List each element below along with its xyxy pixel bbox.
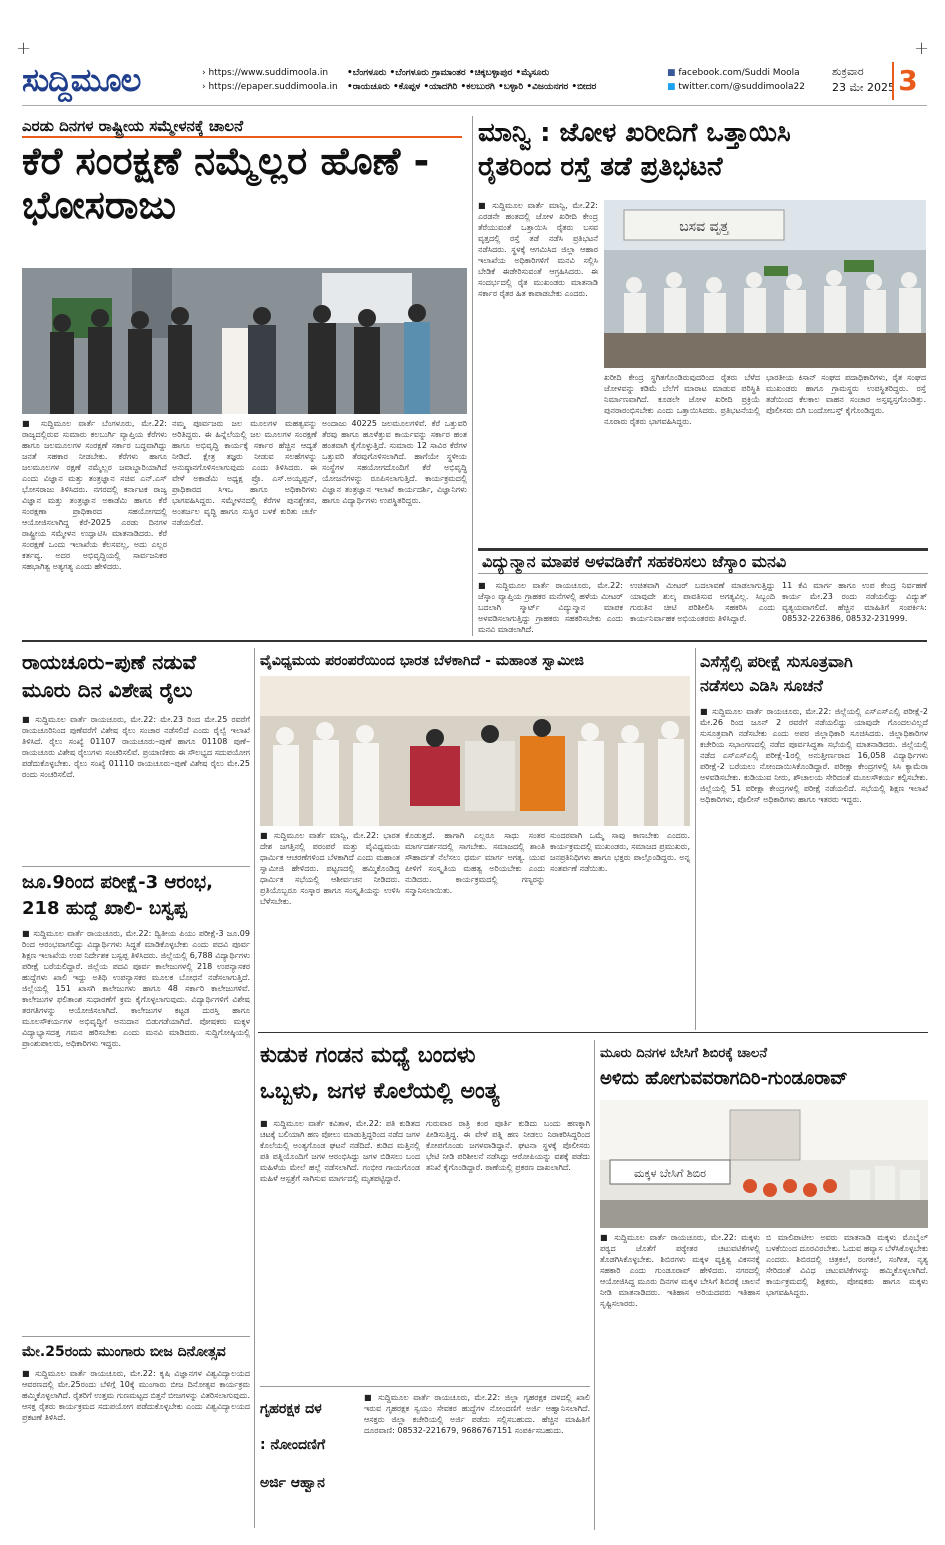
article-headline: ಜೂ.9ರಿಂದ ಪರೀಕ್ಷೆ-3 ಆರಂಭ, — [22, 872, 213, 893]
article-column: ಖರೀದಿ ಕೇಂದ್ರ ಸ್ಥಗಿತಗೊಂಡಿರುವುದರಿಂದ ರೈತರು ಬೆಳೆದ ಜೋಳವನ್ನು ಕಡಿಮೆ ಬೆಲೆಗೆ ಮಾರಾಟ ಮಾಡುವ ಪರಿಸ್ಥಿತಿ ನಿರ್ಮಾಣವಾಗಿದೆ. ಕೂಡಲೇ ಜೋಳ ಖರೀದಿ ಪ್ರಕ್ರಿಯೆ ಪುನರಾರಂಭಿಸಬೇಕು ಎಂದು ಒತ್ತಾಯಿಸಿದರು. ಪ್ರತಿಭಟನೆಯಲ್ಲಿ ನೂರಾರು ರೈತರು ಭಾಗವಹಿಸಿದ್ದರು. — [604, 373, 760, 426]
article-column: ಸುಂದರವಾಗಿ ಒಮ್ಮೆ ಸಾವು ಕಾಣಬೇಕು ಎಂದರು. ಕಾರ್ಯಕ್ರಮದಲ್ಲಿ ಮುಖಂಡರು, ಸಮಾಜದ ಪ್ರಮುಖರು, ಜನಪ್ರತಿನಿಧಿಗಳು ಹಾಗೂ ಭಕ್ತರು ಪಾಲ್ಗೊಂಡಿದ್ದರು. ಅನ್ನ ಸಂತರ್ಪಣೆ ನಡೆಯಿತು. — [550, 831, 690, 873]
article-body: ■ ಸುದ್ದಿಮೂಲ ವಾರ್ತೆ ರಾಯಚೂರು, ಮೇ.22: ಕೃಷಿ ವಿಜ್ಞಾನಗಳ ವಿಶ್ವವಿದ್ಯಾಲಯದ ಆವರಣದಲ್ಲಿ ಮೇ.25ರಂದು ಬೆಳಿಗ್ಗೆ 10ಕ್ಕೆ ಮುಂಗಾರು ಬೀಜ ದಿನೋತ್ಸವ ಕಾರ್ಯಕ್ರಮ ಹಮ್ಮಿಕೊಳ್ಳಲಾಗಿದೆ. ರೈತರಿಗೆ ಉತ್ತಮ ಗುಣಮಟ್ಟದ ಬಿತ್ತನೆ ಬೀಜಗಳನ್ನು ವಿತರಿಸಲಾಗುವುದು. ಆಸಕ್ತ ರೈತರು ಕಾರ್ಯಕ್ರಮದ ಸದುಪಯೋಗ ಪಡೆದುಕೊಳ್ಳಬೇಕು ಎಂದು ವಿಶ್ವವಿದ್ಯಾಲಯದ ಪ್ರಕಟಣೆ ತಿಳಿಸಿದೆ. — [22, 1369, 250, 1422]
article-headline: ಒಬ್ಬಳು, ಜಗಳ ಕೊಲೆಯಲ್ಲಿ ಅಂತ್ಯ — [260, 1079, 500, 1104]
column-divider — [254, 648, 255, 1528]
facebook-link[interactable]: facebook.com/Suddi Moola — [678, 68, 800, 78]
article-headline: 218 ಹುದ್ದೆ ಖಾಲಿ- ಬಸ್ವಪ್ಪ — [22, 898, 187, 919]
issue-date — [832, 64, 895, 96]
article-column: ಉಚಿತವಾಗಿ ಮೀಟರ್ ಬದಲಾವಣೆ ಮಾಡಲಾಗುತ್ತಿದ್ದು ಯಾವುದೇ ಶುಲ್ಕ ಪಾವತಿಸುವ ಅಗತ್ಯವಿಲ್ಲ. ಸಿಬ್ಬಂದಿ ಗುರುತಿನ ಚೀಟಿ ಪರಿಶೀಲಿಸಿ ಸಹಕರಿಸಿ ಎಂದು ಕಾರ್ಯನಿರ್ವಾಹಕ ಅಭಿಯಂತರರು ತಿಳಿಸಿದ್ದಾರೆ. — [630, 581, 775, 623]
article-column: ಅಂದಾಜು 40225 ಜಲಮೂಲಗಳಿವೆ. ಕೆರೆ ಒತ್ತುವರಿ ತೆರವು ಹಾಗೂ ಹೂಳೆತ್ತುವ ಕಾರ್ಯವನ್ನು ಸರ್ಕಾರ ಹಂತ ಹಂತವಾಗಿ ಕೈಗೊಳ್ಳುತ್ತಿದೆ. ಸುಮಾರು 12 ಸಾವಿರ ಕೆರೆಗಳ ಒತ್ತುವರಿ ತೆರವುಗೊಳಿಸಲಾಗಿದೆ. ಹಾಗೆಯೇ ಸ್ಥಳೀಯ ಸಂಸ್ಥೆಗಳ ಸಹಯೋಗದೊಂದಿಗೆ ಕೆರೆ ಅಭಿವೃದ್ಧಿ ಯೋಜನೆಗಳನ್ನು ರೂಪಿಸಲಾಗುತ್ತಿದೆ. ಕಾರ್ಯಕ್ರಮದಲ್ಲಿ ವಿಜ್ಞಾನ ತಂತ್ರಜ್ಞಾನ ಇಲಾಖೆ ಕಾರ್ಯದರ್ಶಿ, ವಿಜ್ಞಾನಿಗಳು ಹಾಗೂ ವಿದ್ಯಾರ್ಥಿಗಳು ಉಪಸ್ಥಿತರಿದ್ದರು. — [322, 419, 467, 505]
social-links — [667, 66, 805, 94]
article-headline: ಎಸೆಸ್ಸೆಲ್ಸಿ ಪರೀಕ್ಷೆ ಸುಸೂತ್ರವಾಗಿ — [700, 652, 853, 671]
article-headline: ಕುಡುಕ ಗಂಡನ ಮಧ್ಯೆ ಬಂದಳು — [260, 1043, 476, 1068]
registration-mark: + — [914, 38, 930, 59]
globe-icon: › — [202, 82, 209, 92]
article-divider — [260, 1386, 590, 1387]
website-url[interactable]: https://www.suddimoola.in — [208, 68, 329, 78]
article-headline: ನಡೆಸಲು ಎಡಿಸಿ ಸೂಚನೆ — [700, 676, 823, 695]
globe-icon: › — [202, 68, 209, 78]
article-column: ■ ಸುದ್ದಿಮೂಲ ವಾರ್ತೆ ರಾಯಚೂರು, ಮೇ.22: ಮಕ್ಕಳು ಪಠ್ಯದ ಜೊತೆಗೆ ಪಠ್ಯೇತರ ಚಟುವಟಿಕೆಗಳಲ್ಲಿ ತೊಡಗಿಸಿಕೊಳ್ಳಬೇಕು. ಶಿಬಿರಗಳು ಮಕ್ಕಳ ವ್ಯಕ್ತಿತ್ವ ವಿಕಸನಕ್ಕೆ ಸಹಕಾರಿ ಎಂದು ಗುಂಡೂರಾವ್ ಹೇಳಿದರು. ನಗರದಲ್ಲಿ ಆಯೋಜಿಸಿದ್ದ ಮೂರು ದಿನಗಳ ಮಕ್ಕಳ ಬೇಸಿಗೆ ಶಿಬಿರಕ್ಕೆ ಚಾಲನೆ ನೀಡಿ ಮಾತನಾಡಿದರು. ಇತಿಹಾಸ ಅರಿಯದವರು ಇತಿಹಾಸ ಸೃಷ್ಟಿಸಲಾರರು. — [600, 1233, 760, 1308]
protest-photo — [604, 200, 926, 368]
article-column: ಕೊಡುತ್ತದೆ. ಹಾಗಾಗಿ ಎಲ್ಲರೂ ಸಾಧು ಸಂತರ ಮಾರ್ಗದರ್ಶನದಲ್ಲಿ ಸಾಗಬೇಕು. ಸಮಾಜದಲ್ಲಿ ಶಾಂತಿ ಸೌಹಾರ್ದತೆ ನೆಲೆಸಲು ಧರ್ಮ ಮಾರ್ಗ ಅಗತ್ಯ. ಯುವ ಪೀಳಿಗೆ ಸಂಸ್ಕೃತಿಯ ಮಹತ್ವ ಅರಿಯಬೇಕು ಎಂದು ನುಡಿದರು. ಕಾರ್ಯಕ್ರಮದಲ್ಲಿ ಗಣ್ಯರನ್ನು ಸನ್ಮಾನಿಸಲಾಯಿತು. — [405, 831, 545, 895]
article-column: ■ ಸುದ್ದಿಮೂಲ ವಾರ್ತೆ ರಾಯಚೂರು, ಮೇ.22: ಜೆಸ್ಕಾಂ ವ್ಯಾಪ್ತಿಯ ಗ್ರಾಹಕರ ಮನೆಗಳಲ್ಲಿ ಹಳೆಯ ಮೀಟರ್ ಬದಲಾಗಿ ಸ್ಮಾರ್ಟ್ ವಿದ್ಯುನ್ಮಾನ ಮಾಪಕ ಅಳವಡಿಸಲಾಗುತ್ತಿದ್ದು ಗ್ರಾಹಕರು ಸಹಕರಿಸಬೇಕು ಎಂದು ಮನವಿ ಮಾಡಲಾಗಿದೆ. — [478, 581, 623, 634]
twitter-icon: ■ — [667, 82, 679, 92]
article-divider — [22, 866, 250, 867]
article-headline: ಕೆರೆ ಸಂರಕ್ಷಣೆ ನಮ್ಮೆಲ್ಲರ ಹೊಣೆ - ಭೋಸರಾಜು — [22, 139, 430, 227]
article-headline: ಮೇ.25ರಂದು ಮುಂಗಾರು ಬೀಜ ದಿನೋತ್ಸವ — [22, 1344, 226, 1360]
masthead — [22, 60, 927, 106]
gathering-silhouettes — [260, 676, 690, 826]
article-headline: ಮೂರು ದಿನ ವಿಶೇಷ ರೈಲು — [22, 678, 193, 702]
article-headline: ಅರ್ಜಿ ಆಹ್ವಾನ — [260, 1475, 325, 1491]
article-body: ■ ಸುದ್ದಿಮೂಲ ವಾರ್ತೆ ರಾಯಚೂರು, ಮೇ.22: ದ್ವಿತೀಯ ಪಿಯು ಪರೀಕ್ಷೆ-3 ಜೂ.09 ರಿಂದ ಆರಂಭವಾಗಲಿದ್ದು ವಿದ್ಯಾರ್ಥಿಗಳು ಸಿದ್ಧತೆ ಮಾಡಿಕೊಳ್ಳಬೇಕು ಎಂದು ಪದವಿ ಪೂರ್ವ ಶಿಕ್ಷಣ ಇಲಾಖೆಯ ಉಪ ನಿರ್ದೇಶಕ ಬಸ್ವಪ್ಪ ತಿಳಿಸಿದರು. ಜಿಲ್ಲೆಯಲ್ಲಿ 6,788 ವಿದ್ಯಾರ್ಥಿಗಳು ಪರೀಕ್ಷೆ ಬರೆಯಲಿದ್ದಾರೆ. ಜಿಲ್ಲೆಯ ಪದವಿ ಪೂರ್ವ ಕಾಲೇಜುಗಳಲ್ಲಿ 218 ಉಪನ್ಯಾಸಕರ ಹುದ್ದೆಗಳು ಖಾಲಿ ಇದ್ದು ಅತಿಥಿ ಉಪನ್ಯಾಸಕರ ಮೂಲಕ ಬೋಧನೆ ನಡೆಸಲಾಗುತ್ತಿದೆ. ಜಿಲ್ಲೆಯಲ್ಲಿ 151 ಖಾಸಗಿ ಕಾಲೇಜುಗಳು ಹಾಗೂ 48 ಸರ್ಕಾರಿ ಕಾಲೇಜುಗಳಿವೆ. ಕಾಲೇಜುಗಳ ಫಲಿತಾಂಶ ಸುಧಾರಣೆಗೆ ಕ್ರಮ ಕೈಗೊಳ್ಳಲಾಗುವುದು. ವಿದ್ಯಾರ್ಥಿಗಳಿಗೆ ವಿಶೇಷ ತರಗತಿಗಳನ್ನು ಆಯೋಜಿಸಲಾಗಿದೆ. ಕಾಲೇಜುಗಳ ಕಟ್ಟಡ ದುರಸ್ತಿ ಹಾಗೂ ಮೂಲಸೌಕರ್ಯಗಳ ಅಭಿವೃದ್ಧಿಗೆ ಅನುದಾನ ಬಿಡುಗಡೆಯಾಗಿದೆ. ಪೋಷಕರು ಮಕ್ಕಳ ವಿದ್ಯಾಭ್ಯಾಸದತ್ತ ಗಮನ ಹರಿಸಬೇಕು ಎಂದು ಮನವಿ ಮಾಡಿದರು. ಸುದ್ದಿಗೋಷ್ಠಿಯಲ್ಲಿ ಪ್ರಾಂಶುಪಾಲರು, ಅಧಿಕಾರಿಗಳು ಇದ್ದರು. — [22, 929, 250, 1048]
website-links — [202, 66, 338, 94]
column-divider — [472, 116, 473, 636]
article-headline: ಮಾನ್ವಿ : ಜೋಳ ಖರೀದಿಗೆ ಒತ್ತಾಯಿಸಿ — [478, 118, 791, 148]
page-number: 3 — [892, 62, 922, 100]
issue-day: ಶುಕ್ರವಾರ — [832, 65, 864, 78]
conference-photo — [22, 268, 467, 414]
epaper-url[interactable]: https://epaper.suddimoola.in — [208, 82, 338, 92]
article-column: ■ ಸುದ್ದಿಮೂಲ ವಾರ್ತೆ ಮಾನ್ವಿ, ಮೇ.22: ಭಾರತ ದೇಶ ಜಗತ್ತಿನಲ್ಲಿ ಪರಂಪರೆ ಮತ್ತು ವೈವಿಧ್ಯಮಯ ಧಾರ್ಮಿಕ ಆಚರಣೆಗಳಿಂದ ಬೆಳಕಾಗಿದೆ ಎಂದು ಮಹಾಂತ ಸ್ವಾಮೀಜಿ ಹೇಳಿದರು. ಪಟ್ಟಣದಲ್ಲಿ ಹಮ್ಮಿಕೊಂಡಿದ್ದ ಧಾರ್ಮಿಕ ಸಭೆಯಲ್ಲಿ ಆಶೀರ್ವಚನ ನೀಡಿದರು. ಪ್ರತಿಯೊಬ್ಬರೂ ಸಂಸ್ಕಾರ ಹಾಗೂ ಸಂಸ್ಕೃತಿಯನ್ನು ಉಳಿಸಿ ಬೆಳೆಸಬೇಕು. — [260, 831, 400, 906]
article-body: ■ ಸುದ್ದಿಮೂಲ ವಾರ್ತೆ ರಾಯಚೂರು, ಮೇ.22: ಮೇ.23 ರಿಂದ ಮೇ.25 ರವರೆಗೆ ರಾಯಚೂರಿನಿಂದ ಪುಣೆವರೆಗೆ ವಿಶೇಷ ರೈಲು ಸಂಚಾರ ನಡೆಸಲಿದೆ ಎಂದು ರೈಲ್ವೆ ಇಲಾಖೆ ತಿಳಿಸಿದೆ. ರೈಲು ಸಂಖ್ಯೆ 01107 ರಾಯಚೂರು–ಪುಣೆ ಹಾಗೂ 01108 ಪುಣೆ–ರಾಯಚೂರು ವಿಶೇಷ ರೈಲುಗಳು ಸಂಚರಿಸಲಿವೆ. ಪ್ರಯಾಣಿಕರು ಈ ಸೌಲಭ್ಯದ ಸದುಪಯೋಗ ಪಡೆದುಕೊಳ್ಳಬೇಕು. ರೈಲು ಸಂಖ್ಯೆ 01110 ರಾಯಚೂರು–ಪುಣೆ ವಿಶೇಷ ರೈಲು ಮೇ.25 ರಂದು ಸಂಚರಿಸಲಿದೆ. — [22, 715, 250, 779]
edition-cities — [347, 66, 667, 94]
cities-line-2: •ರಾಯಚೂರು •ಕೊಪ್ಪಳ •ಯಾದಗಿರಿ •ಕಲಬುರಗಿ •ಬಳ್ಳಾರಿ •ವಿಜಯನಗರ •ಬೀದರ — [347, 82, 597, 92]
article-column: ■ ಸುದ್ದಿಮೂಲ ವಾರ್ತೆ ಬೆಂಗಳೂರು, ಮೇ.22: ರಾಜ್ಯದಲ್ಲಿರುವ ಸುಮಾರು ಕಲಬುರ್ಗಿ ವ್ಯಾಪ್ತಿಯ ಕೆರೆಗಳು ಹಾಗೂ ಜಲಮೂಲಗಳ ಸಂರಕ್ಷಣೆ ಸರ್ಕಾರ ಬದ್ಧವಾಗಿದ್ದು ಜನತೆ ಸಹಕಾರ ನೀಡಬೇಕು. ಕೆರೆಗಳು ಹಾಗೂ ಜಲಮೂಲಗಳ ರಕ್ಷಣೆ ನಮ್ಮೆಲ್ಲರ ಜವಾಬ್ದಾರಿಯಾಗಿದೆ ಎಂದು ವಿಜ್ಞಾನ ಮತ್ತು ತಂತ್ರಜ್ಞಾನ ಸಚಿವ ಎನ್.ಎಸ್ ಭೋಸರಾಜು ತಿಳಿಸಿದರು. ನಗರದಲ್ಲಿ ಕರ್ನಾಟಕ ರಾಜ್ಯ ವಿಜ್ಞಾನ ಮತ್ತು ತಂತ್ರಜ್ಞಾನ ಅಕಾಡೆಮಿ ಹಾಗೂ ಕೆರೆ ಸಂರಕ್ಷಣಾ ಪ್ರಾಧಿಕಾರದ ಸಹಯೋಗದಲ್ಲಿ ಆಯೋಜಿಸಲಾಗಿದ್ದ ಕೆರೆ-2025 ಎರಡು ದಿನಗಳ ರಾಷ್ಟ್ರೀಯ ಸಮ್ಮೇಳನ ಉದ್ಘಾಟಿಸಿ ಮಾತನಾಡಿದರು. ಕೆರೆ ಸಂರಕ್ಷಣೆ ಒಂದು ಇಲಾಖೆಯ ಕೆಲಸವಲ್ಲ, ಅದು ಎಲ್ಲರ ಕರ್ತವ್ಯ. ಅದರ ಅಭಿವೃದ್ಧಿಯಲ್ಲಿ ಸಾರ್ವಜನಿಕರ ಸಹಭಾಗಿತ್ವ ಅತ್ಯಗತ್ಯ ಎಂದು ಹೇಳಿದರು. — [22, 419, 167, 571]
article-headline: ವಿದ್ಯುನ್ಮಾನ ಮಾಪಕ ಅಳವಡಿಕೆಗೆ ಸಹಕರಿಸಲು ಜೆಸ್ಕಾಂ ಮನವಿ — [482, 552, 787, 571]
article-body: ■ ಸುದ್ದಿಮೂಲ ವಾರ್ತೆ ರಾಯಚೂರು, ಮೇ.22: ಜಿಲ್ಲೆಯಲ್ಲಿ ಎಸ್ಎಸ್ಎಲ್ಸಿ ಪರೀಕ್ಷೆ-2 ಮೇ.26 ರಿಂದ ಜೂನ್ 2 ರವರೆಗೆ ನಡೆಯಲಿದ್ದು ಯಾವುದೇ ಗೊಂದಲವಿಲ್ಲದೆ ಸುಸೂತ್ರವಾಗಿ ನಡೆಸಬೇಕು ಎಂದು ಅಪರ ಜಿಲ್ಲಾಧಿಕಾರಿ ಸೂಚಿಸಿದರು. ಜಿಲ್ಲಾಧಿಕಾರಿಗಳ ಕಚೇರಿಯ ಸಭಾಂಗಣದಲ್ಲಿ ನಡೆದ ಪೂರ್ವಸಿದ್ಧತಾ ಸಭೆಯಲ್ಲಿ ಮಾತನಾಡಿದರು. ಜಿಲ್ಲೆಯಲ್ಲಿ ನಡೆದ ಎಸ್ಎಸ್ಎಲ್ಸಿ ಪರೀಕ್ಷೆ-1ರಲ್ಲಿ ಅನುತ್ತೀರ್ಣರಾದ 16,058 ವಿದ್ಯಾರ್ಥಿಗಳು ಪರೀಕ್ಷೆ-2 ಬರೆಯಲು ನೋಂದಾಯಿಸಿಕೊಂಡಿದ್ದಾರೆ. ಪರೀಕ್ಷಾ ಕೇಂದ್ರಗಳಲ್ಲಿ ಸಿಸಿ ಕ್ಯಾಮೆರಾ ಅಳವಡಿಸಬೇಕು. ಕುಡಿಯುವ ನೀರು, ಶೌಚಾಲಯ ಸೇರಿದಂತೆ ಮೂಲಸೌಕರ್ಯ ಕಲ್ಪಿಸಬೇಕು. ಜಿಲ್ಲೆಯಲ್ಲಿ 51 ಪರೀಕ್ಷಾ ಕೇಂದ್ರಗಳಲ್ಲಿ ಪರೀಕ್ಷೆ ನಡೆಯಲಿದೆ. ಸಭೆಯಲ್ಲಿ ಶಿಕ್ಷಣ ಇಲಾಖೆ ಅಧಿಕಾರಿಗಳು, ಪೊಲೀಸ್ ಅಧಿಕಾರಿಗಳು ಹಾಗೂ ಇತರರು ಇದ್ದರು. — [700, 707, 928, 804]
camp-crowd — [600, 1100, 928, 1228]
crowd-silhouettes — [604, 200, 926, 368]
issue-date-text: 23 ಮೇ 2025 — [832, 81, 896, 94]
article-headline: ರಾಯಚೂರು–ಪುಣೆ ನಡುವೆ — [22, 650, 197, 674]
article-column: ■ ಸುದ್ದಿಮೂಲ ವಾರ್ತೆ ಮಾನ್ವಿ, ಮೇ.22: ಎರಡನೇ ಹಂತದಲ್ಲಿ ಜೋಳ ಖರೀದಿ ಕೇಂದ್ರ ತೆರೆಯುವಂತೆ ಒತ್ತಾಯಿಸಿ ರೈತರು ಬಸವ ವೃತ್ತದಲ್ಲಿ ರಸ್ತೆ ತಡೆ ನಡೆಸಿ ಪ್ರತಿಭಟನೆ ನಡೆಸಿದರು. ಸ್ಥಳಕ್ಕೆ ಆಗಮಿಸಿದ ಜಿಲ್ಲಾ ಆಹಾರ ಇಲಾಖೆಯ ಅಧಿಕಾರಿಗಳಿಗೆ ಮನವಿ ಸಲ್ಲಿಸಿ ಬೇಡಿಕೆ ಈಡೇರಿಸುವಂತೆ ಆಗ್ರಹಿಸಿದರು. ಈ ಸಂದರ್ಭದಲ್ಲಿ ರೈತ ಮುಖಂಡರು ಮಾತನಾಡಿ ಸರ್ಕಾರ ರೈತರ ಹಿತ ಕಾಪಾಡಬೇಕು ಎಂದರು. — [478, 201, 598, 298]
cities-line-1: •ಬೆಂಗಳೂರು •ಬೆಂಗಳೂರು ಗ್ರಾಮಾಂತರ •ಚಿಕ್ಕಬಳ್ಳಾಪುರ •ಮೈಸೂರು — [347, 68, 550, 78]
article-headline: : ನೋಂದಣಿಗೆ — [260, 1437, 326, 1453]
summer-camp-photo — [600, 1100, 928, 1228]
banner-text: ಮಕ್ಕಳ ಬೇಸಿಗೆ ಶಿಬಿರ — [633, 1167, 707, 1180]
article-column: ಬಿ ಮಾಲಿಪಾಟೀಲ ಅವರು ಮಾತನಾಡಿ ಮಕ್ಕಳು ಮೊಬೈಲ್ ಬಳಕೆಯಿಂದ ದೂರವಿರಬೇಕು. ಓದುವ ಹವ್ಯಾಸ ಬೆಳೆಸಿಕೊಳ್ಳಬೇಕು ಎಂದರು. ಶಿಬಿರದಲ್ಲಿ ಚಿತ್ರಕಲೆ, ರಂಗಕಲೆ, ಸಂಗೀತ, ನೃತ್ಯ ಸೇರಿದಂತೆ ವಿವಿಧ ಚಟುವಟಿಕೆಗಳನ್ನು ಹಮ್ಮಿಕೊಳ್ಳಲಾಗಿದೆ. ಕಾರ್ಯಕ್ರಮದಲ್ಲಿ ಶಿಕ್ಷಕರು, ಪೋಷಕರು ಹಾಗೂ ಮಕ್ಕಳು ಭಾಗವಹಿಸಿದ್ದರು. — [766, 1233, 928, 1297]
article-column: ಗುರುವಾರ ರಾತ್ರಿ ಕಂಠ ಪೂರ್ತಿ ಕುಡಿದು ಬಂದು ಹಣಕ್ಕಾಗಿ ಪೀಡಿಸುತ್ತಿದ್ದ. ಈ ವೇಳೆ ಪತ್ನಿ ಹಣ ನೀಡಲು ನಿರಾಕರಿಸಿದ್ದರಿಂದ ಕೋಪಗೊಂಡು ಜಗಳವಾಡಿದ್ದಾನೆ. ಘಟನಾ ಸ್ಥಳಕ್ಕೆ ಪೊಲೀಸರು ಭೇಟಿ ನೀಡಿ ಪರಿಶೀಲನೆ ನಡೆಸಿದ್ದು ಆರೋಪಿಯನ್ನು ವಶಕ್ಕೆ ಪಡೆದು ತನಿಖೆ ಕೈಗೊಂಡಿದ್ದಾರೆ. ಠಾಣೆಯಲ್ಲಿ ಪ್ರಕರಣ ದಾಖಲಾಗಿದೆ. — [426, 1119, 590, 1172]
section-divider — [22, 640, 927, 642]
article-column: 11 ಕೆವಿ ಮಾರ್ಗ ಹಾಗೂ ಉಪ ಕೇಂದ್ರ ನಿರ್ವಹಣೆ ಕಾರ್ಯ ಮೇ.23 ರಂದು ನಡೆಯಲಿದ್ದು ವಿದ್ಯುತ್ ವ್ಯತ್ಯಯವಾಗಲಿದೆ. ಹೆಚ್ಚಿನ ಮಾಹಿತಿಗೆ ಸಂಪರ್ಕಿಸಿ: 08532-226386, 08532-231999. — [782, 581, 927, 623]
facebook-icon: ■ — [667, 68, 679, 78]
article-column: ಭಾರತೀಯ ಕಿಸಾನ್ ಸಂಘದ ಪದಾಧಿಕಾರಿಗಳು, ರೈತ ಸಂಘದ ಮುಖಂಡರು ಹಾಗೂ ಗ್ರಾಮಸ್ಥರು ಉಪಸ್ಥಿತರಿದ್ದರು. ರಸ್ತೆ ತಡೆಯಿಂದ ಕೆಲಕಾಲ ವಾಹನ ಸಂಚಾರ ಅಸ್ತವ್ಯಸ್ತಗೊಂಡಿತ್ತು. ಪೊಲೀಸರು ಬಿಗಿ ಬಂದೋಬಸ್ತ್ ಕೈಗೊಂಡಿದ್ದರು. — [766, 373, 926, 415]
article-divider — [22, 1336, 250, 1337]
people-silhouettes — [22, 268, 467, 414]
article-headline: ರೈತರಿಂದ ರಸ್ತೆ ತಡೆ ಪ್ರತಿಭಟನೆ — [478, 152, 723, 182]
column-divider — [594, 1040, 595, 1530]
article-body: ■ ಸುದ್ದಿಮೂಲ ವಾರ್ತೆ ರಾಯಚೂರು, ಮೇ.22: ಜಿಲ್ಲಾ ಗೃಹರಕ್ಷಕ ದಳದಲ್ಲಿ ಖಾಲಿ ಇರುವ ಗೃಹರಕ್ಷಕ ಸ್ವಯಂ ಸೇವಕರ ಹುದ್ದೆಗಳ ನೋಂದಣಿಗೆ ಅರ್ಜಿ ಆಹ್ವಾನಿಸಲಾಗಿದೆ. ಆಸಕ್ತರು ಜಿಲ್ಲಾ ಕಚೇರಿಯಲ್ಲಿ ಅರ್ಜಿ ಪಡೆದು ಸಲ್ಲಿಸಬಹುದು. ಹೆಚ್ಚಿನ ಮಾಹಿತಿಗೆ ದೂರವಾಣಿ: 08532-221679, 9686767151 ಸಂಪರ್ಕಿಸಬಹುದು. — [364, 1393, 590, 1435]
article-kicker: ಎರಡು ದಿನಗಳ ರಾಷ್ಟ್ರೀಯ ಸಮ್ಮೇಳನಕ್ಕೆ ಚಾಲನೆ — [22, 116, 462, 138]
column-divider — [695, 648, 696, 1030]
article-headline: ವೈವಿಧ್ಯಮಯ ಪರಂಪರೆಯಿಂದ ಭಾರತ ಬೆಳಕಾಗಿದೆ - ಮಹಾಂತ ಸ್ವಾಮೀಜಿ — [260, 653, 584, 669]
article-headline: ಅಳಿದು ಹೋಗುವವರಾಗದಿರಿ-ಗುಂಡೂರಾವ್ — [600, 1068, 848, 1089]
article-column: ನಮ್ಮ ಪೂರ್ವಜರು ಜಲ ಮೂಲಗಳ ಮಹತ್ವವನ್ನು ಅರಿತಿದ್ದರು. ಈ ಹಿನ್ನೆಲೆಯಲ್ಲಿ ಜಲ ಮೂಲಗಳ ಸಂರಕ್ಷಣೆ ಹಾಗೂ ಅಭಿವೃದ್ಧಿ ಕಾರ್ಯಕ್ಕೆ ಸರ್ಕಾರ ಹೆಚ್ಚಿನ ಆದ್ಯತೆ ನೀಡಿದೆ. ಕ್ಷೇತ್ರ ತಜ್ಞರು ನೀಡುವ ಸಲಹೆಗಳನ್ನು ಅನುಷ್ಠಾನಗೊಳಿಸಲಾಗುವುದು ಎಂದು ತಿಳಿಸಿದರು. ಈ ವೇಳೆ ಅಕಾಡೆಮಿ ಅಧ್ಯಕ್ಷ ಪ್ರೊ. ಎಸ್.ಅಯ್ಯಪ್ಪನ್, ಪ್ರಾಧಿಕಾರದ ಸಿಇಒ ಹಾಗೂ ಅಧಿಕಾರಿಗಳು ಭಾಗವಹಿಸಿದ್ದರು. ಸಮ್ಮೇಳನದಲ್ಲಿ ಕೆರೆಗಳ ಪುನಶ್ಚೇತನ, ಅಂತರ್ಜಲ ವೃದ್ಧಿ ಹಾಗೂ ಸುಸ್ಥಿರ ಬಳಕೆ ಕುರಿತು ಚರ್ಚೆ ನಡೆಯಲಿದೆ. — [172, 419, 317, 527]
article-kicker: ಮೂರು ದಿನಗಳ ಬೇಸಿಗೆ ಶಿಬಿರಕ್ಕೆ ಚಾಲನೆ — [600, 1046, 768, 1061]
article-column: ■ ಸುದ್ದಿಮೂಲ ವಾರ್ತೆ ಕವಿತಾಳ, ಮೇ.22: ಪತಿ ಕುಡಿತದ ಚಟಕ್ಕೆ ಬಲಿಯಾಗಿ ಹಣ ಪೋಲು ಮಾಡುತ್ತಿದ್ದರಿಂದ ನಡೆದ ಜಗಳ ಕೊಲೆಯಲ್ಲಿ ಅಂತ್ಯಗೊಂಡ ಘಟನೆ ನಡೆದಿದೆ. ಕುಡಿದ ಮತ್ತಿನಲ್ಲಿ ಪತಿ ಪತ್ನಿಯೊಂದಿಗೆ ಜಗಳ ಆರಂಭಿಸಿದ್ದು ಜಗಳ ಬಿಡಿಸಲು ಬಂದ ಮಹಿಳೆಯ ಮೇಲೆ ಹಲ್ಲೆ ನಡೆಸಲಾಗಿದೆ. ಗಂಭೀರ ಗಾಯಗೊಂಡ ಮಹಿಳೆ ಆಸ್ಪತ್ರೆಗೆ ಸಾಗಿಸುವ ಮಾರ್ಗದಲ್ಲಿ ಮೃತಪಟ್ಟಿದ್ದಾರೆ. — [260, 1119, 420, 1183]
section-divider — [258, 1032, 928, 1033]
twitter-link[interactable]: twitter.com/@suddimoola22 — [678, 82, 805, 92]
newspaper-logo: ಸುದ್ದಿಮೂಲ — [22, 61, 141, 99]
article-headline: ಗೃಹರಕ್ಷಕ ದಳ — [260, 1401, 322, 1417]
registration-mark: + — [16, 38, 32, 59]
sign-text: ಬಸವ ವೃತ್ತ — [679, 219, 729, 235]
religious-event-photo — [260, 676, 690, 826]
